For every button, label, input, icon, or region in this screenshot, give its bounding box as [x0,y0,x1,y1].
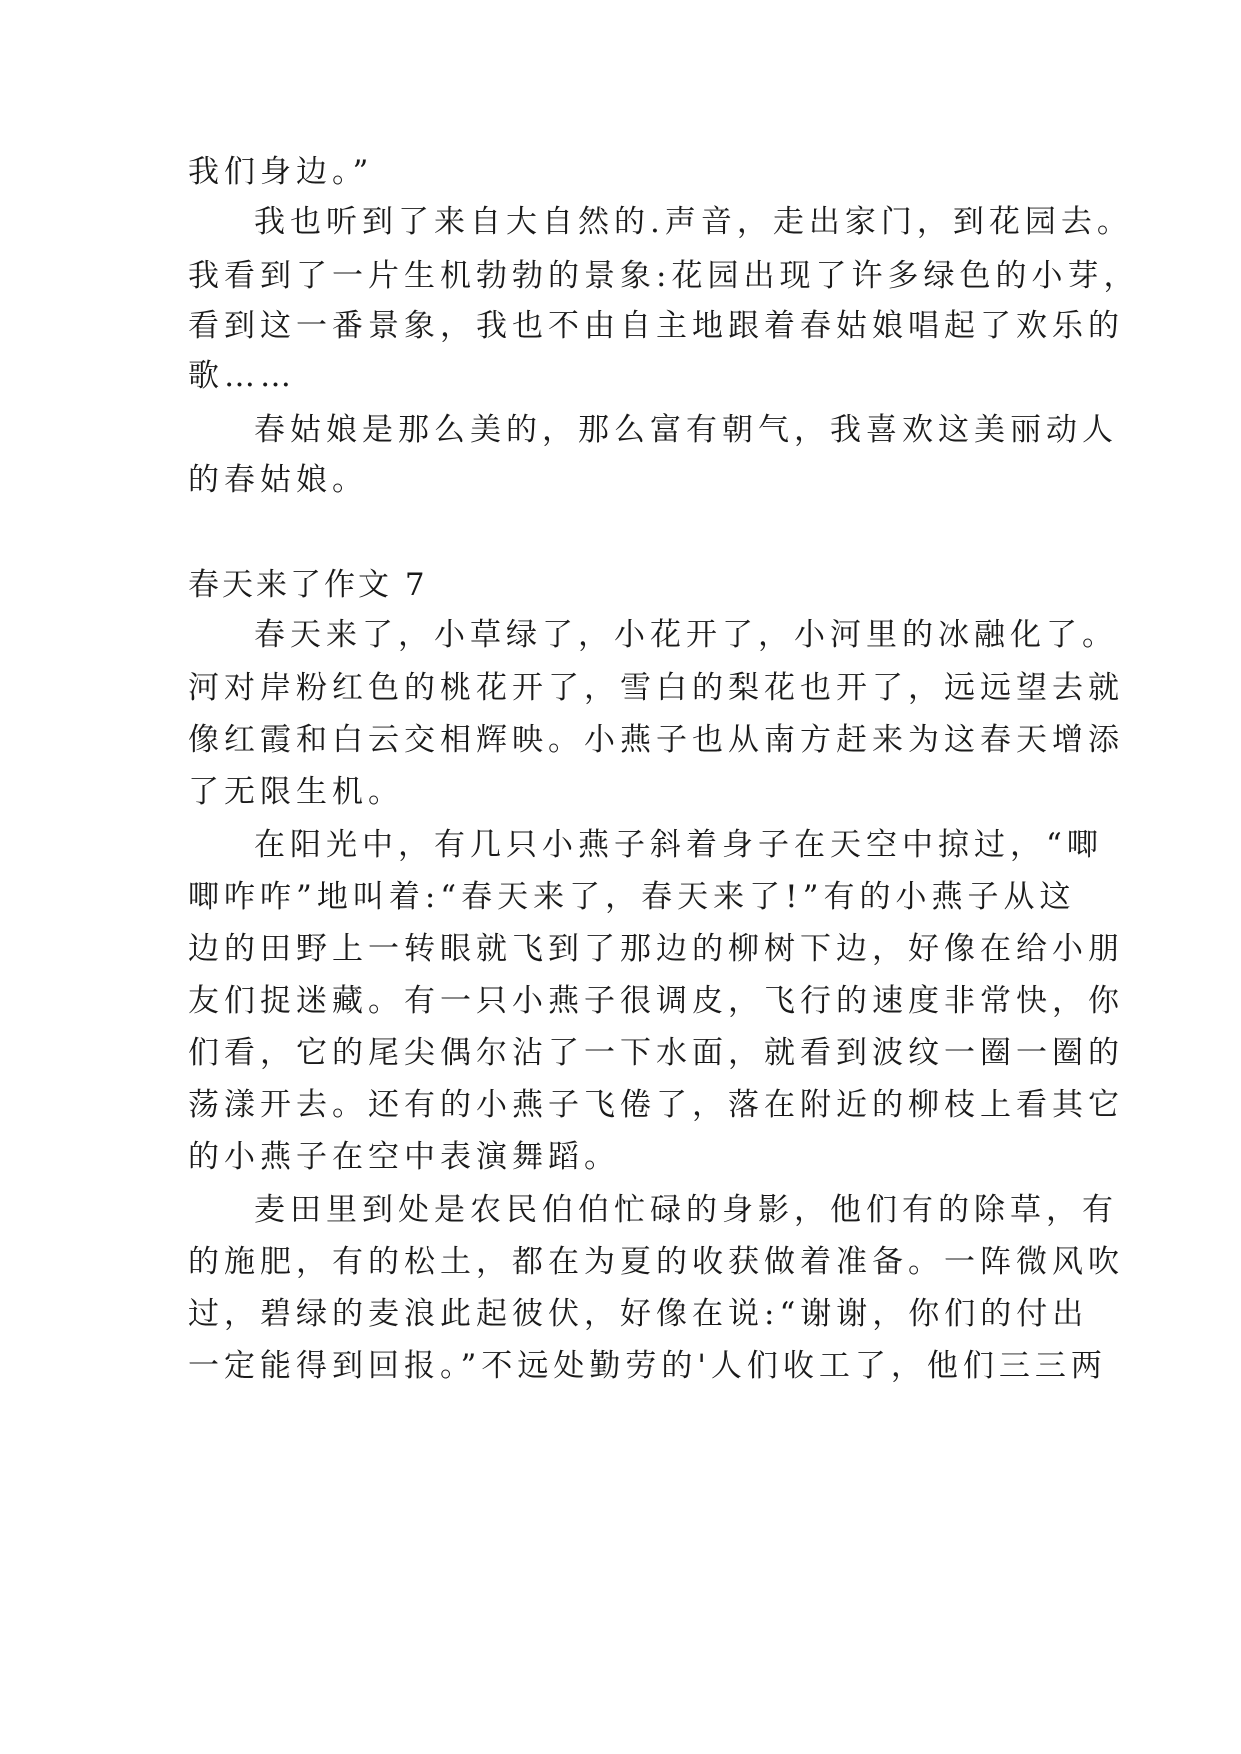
text-line: 的施肥，有的松土，都在为夏的收获做着准备。一阵微风吹 [188,1244,1124,1280]
text-line: 河对岸粉红色的桃花开了，雪白的梨花也开了，远远望去就 [188,670,1124,706]
text-line: 唧咋咋”地叫着:“春天来了，春天来了!”有的小燕子从这 [188,879,1076,915]
text-line: 歌…… [188,358,296,394]
text-line: 的春姑娘。 [188,462,368,498]
text-line: 荡漾开去。还有的小燕子飞倦了，落在附近的柳枝上看其它 [188,1087,1124,1123]
text-line: 我们身边。” [188,154,374,190]
text-line: 我看到了一片生机勃勃的景象:花园出现了许多绿色的小芽， [188,258,1140,294]
paragraph-first-line: 在阳光中，有几只小燕子斜着身子在天空中掠过，“唧 [254,827,1103,863]
section-title: 春天来了作文 7 [188,567,428,603]
text-line: 们看，它的尾尖偶尔沾了一下水面，就看到波纹一圈一圈的 [188,1035,1124,1071]
paragraph-first-line: 麦田里到处是农民伯伯忙碌的身影，他们有的除草，有 [254,1192,1118,1228]
text-line: 边的田野上一转眼就飞到了那边的柳树下边，好像在给小朋 [188,931,1124,967]
text-line: 了无限生机。 [188,774,404,810]
text-line: 看到这一番景象，我也不由自主地跟着春姑娘唱起了欢乐的 [188,308,1124,344]
text-line: 的小燕子在空中表演舞蹈。 [188,1139,620,1175]
text-line: 像红霞和白云交相辉映。小燕子也从南方赶来为这春天增添 [188,722,1124,758]
paragraph-first-line: 我也听到了来自大自然的.声音，走出家门，到花园去。 [254,204,1133,240]
text-line: 一定能得到回报。”不远处勤劳的'人们收工了，他们三三两 [188,1348,1107,1384]
paragraph-first-line: 春天来了，小草绿了，小花开了，小河里的冰融化了。 [254,617,1118,653]
text-line: 过，碧绿的麦浪此起彼伏，好像在说:“谢谢，你们的付出 [188,1296,1089,1332]
text-line: 友们捉迷藏。有一只小燕子很调皮，飞行的速度非常快，你 [188,983,1124,1019]
paragraph-first-line: 春姑娘是那么美的，那么富有朝气，我喜欢这美丽动人 [254,412,1118,448]
